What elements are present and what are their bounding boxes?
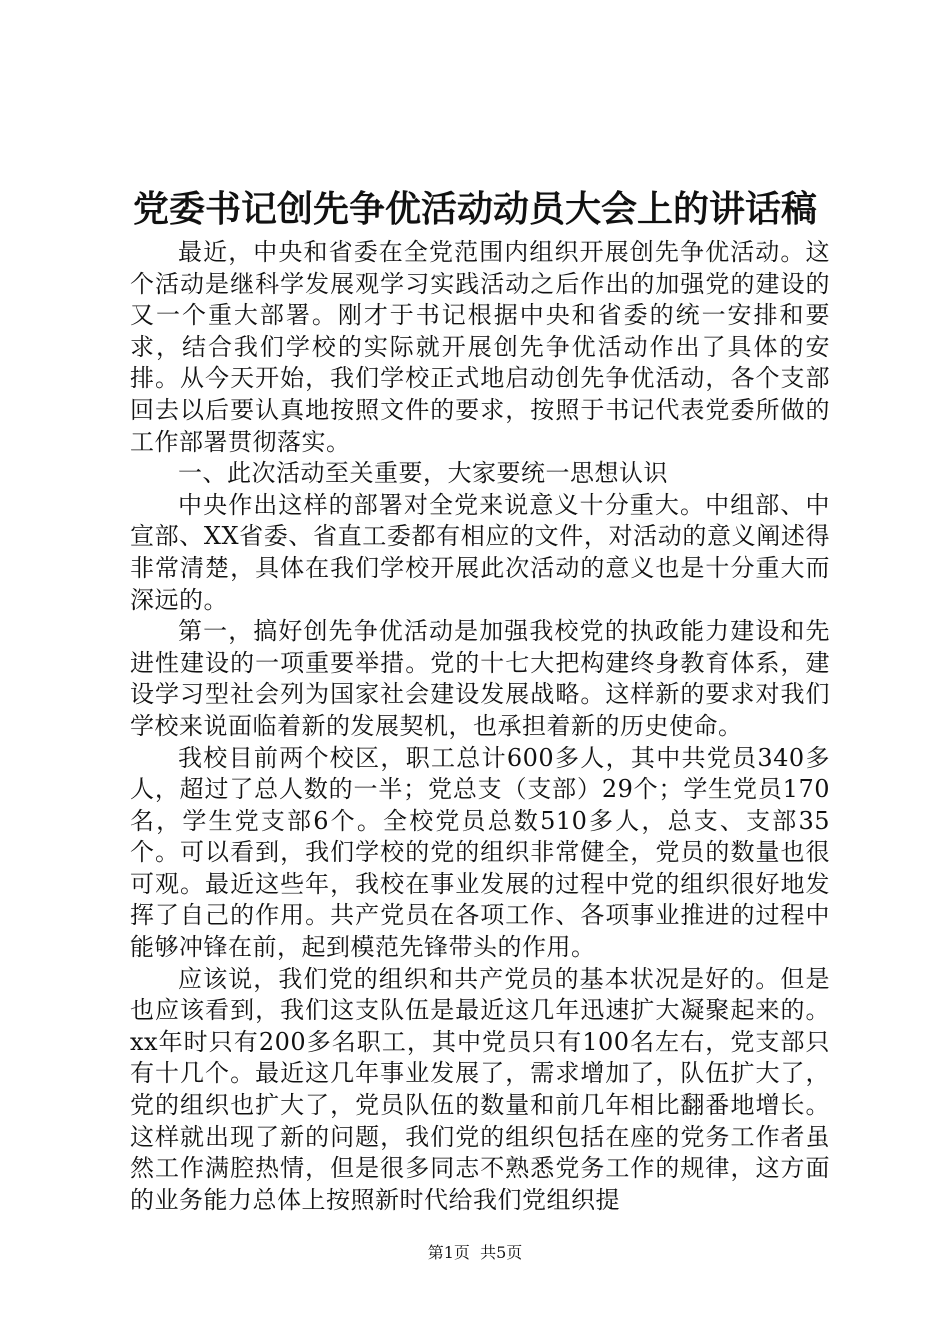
document-title: 党委书记创先争优活动动员大会上的讲话稿: [132, 188, 817, 230]
page-number-footer: 第1页 共5页: [427, 1243, 523, 1262]
document-body: [130, 237, 830, 1216]
paragraph-school-stats: 我校目前两个校区，职工总计600多人，其中共党员340多人，超过了总人数的一半；党总支（支部）29个；学生党员170名，学生党支部6个。全校党员总数510多人，总支、支部35个。可以看到，我们学校的党的组织非常健全，党员的数量也很可观。最近这些年，我校在事业发展的过程中党的组织很好地发挥了自己的作用。共产党员在各项工作、各项事业推进的过程中能够冲锋在前，起到模范先锋带头的作用。: [130, 743, 830, 962]
paragraph-significance: 中央作出这样的部署对全党来说意义十分重大。中组部、中宣部、XX省委、省直工委都有相应的文件，对活动的意义阐述得非常清楚，具体在我们学校开展此次活动的意义也是十分重大而深远的。: [130, 490, 830, 614]
section-heading-1: 一、此次活动至关重要，大家要统一思想认识: [178, 459, 668, 488]
paragraph-intro: 最近，中央和省委在全党范围内组织开展创先争优活动。这个活动是继科学发展观学习实践活动之后作出的加强党的建设的又一个重大部署。刚才于书记根据中央和省委的统一安排和要求，结合我们学校的实际就开展创先争优活动作出了具体的安排。从今天开始，我们学校正式地启动创先争优活动，各个支部回去以后要认真地按照文件的要求，按照于书记代表党委所做的工作部署贯彻落实。: [130, 238, 830, 456]
paragraph-first-point: 第一，搞好创先争优活动是加强我校党的执政能力建设和先进性建设的一项重要举措。党的十七大把构建终身教育体系，建设学习型社会列为国家社会建设发展战略。这样新的要求对我们学校来说面临着新的发展契机，也承担着新的历史使命。: [130, 617, 830, 740]
paragraph-current-status: 应该说，我们党的组织和共产党员的基本状况是好的。但是也应该看到，我们这支队伍是最近这几年迅速扩大凝聚起来的。xx年时只有200多名职工，其中党员只有100名左右，党支部只有十几个。最近这几年事业发展了，需求增加了，队伍扩大了，党的组织也扩大了，党员队伍的数量和前几年相比翻番地增长。这样就出现了新的问题，我们党的组织包括在座的党务工作者虽然工作满腔热情，但是很多同志不熟悉党务工作的规律，这方面的业务能力总体上按照新时代给我们党组织提: [130, 964, 830, 1214]
